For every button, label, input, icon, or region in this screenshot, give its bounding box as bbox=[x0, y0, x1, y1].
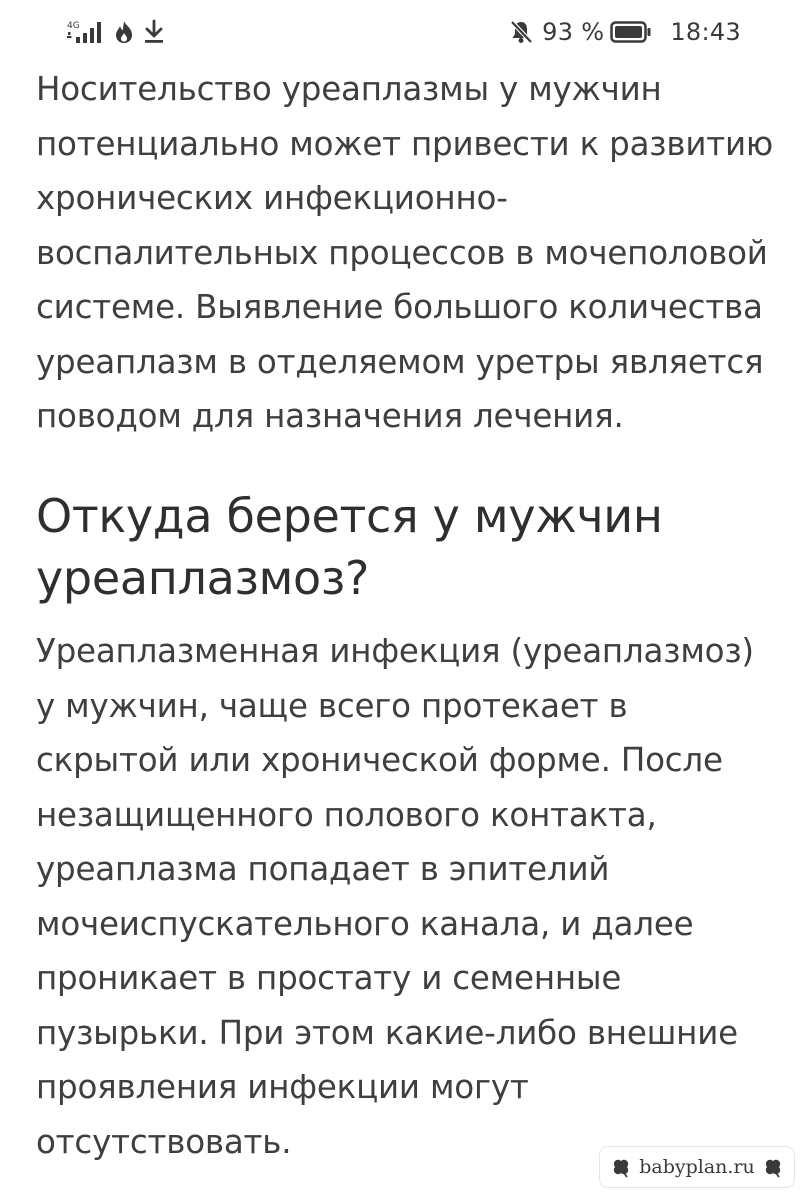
flame-icon bbox=[112, 19, 136, 45]
clock: 18:43 bbox=[670, 18, 741, 46]
watermark-text: babyplan.ru bbox=[639, 1156, 755, 1178]
section-heading: Откуда берется у мужчин уреаплазмоз? bbox=[36, 489, 663, 605]
article-paragraph: Уреаплазменная инфекция (уреаплазмоз) у мужчин, чаще всего протекает в скрытой или хронической форме. После незащищенного полового контакта, уреаплазма попадает в эпителий мочеиспускательного канала, и далее проникает в простату и семенные пузырьки. При этом какие-либо внешние проявления инфекции могут отсутствовать. bbox=[36, 632, 754, 1161]
battery-icon bbox=[610, 20, 652, 44]
status-bar-left bbox=[66, 18, 166, 46]
clover-icon bbox=[610, 1156, 632, 1178]
bell-off-icon bbox=[508, 19, 534, 45]
battery-percent: 93 % bbox=[542, 18, 605, 46]
signal-icon bbox=[66, 19, 106, 45]
download-icon bbox=[142, 19, 166, 45]
clover-icon bbox=[762, 1156, 784, 1178]
status-bar bbox=[0, 0, 807, 62]
site-watermark bbox=[599, 1146, 795, 1188]
network-type-label: 4G bbox=[67, 21, 80, 31]
article-paragraph: Носительство уреаплазмы у мужчин потенциально может привести к развитию хронических инфекционно-воспалительных процессов в мочеполовой системе. Выявление большого количества уреаплазм в отделяемом уретры является поводом для назначения лечения. bbox=[36, 70, 774, 435]
status-bar-right bbox=[508, 16, 741, 48]
